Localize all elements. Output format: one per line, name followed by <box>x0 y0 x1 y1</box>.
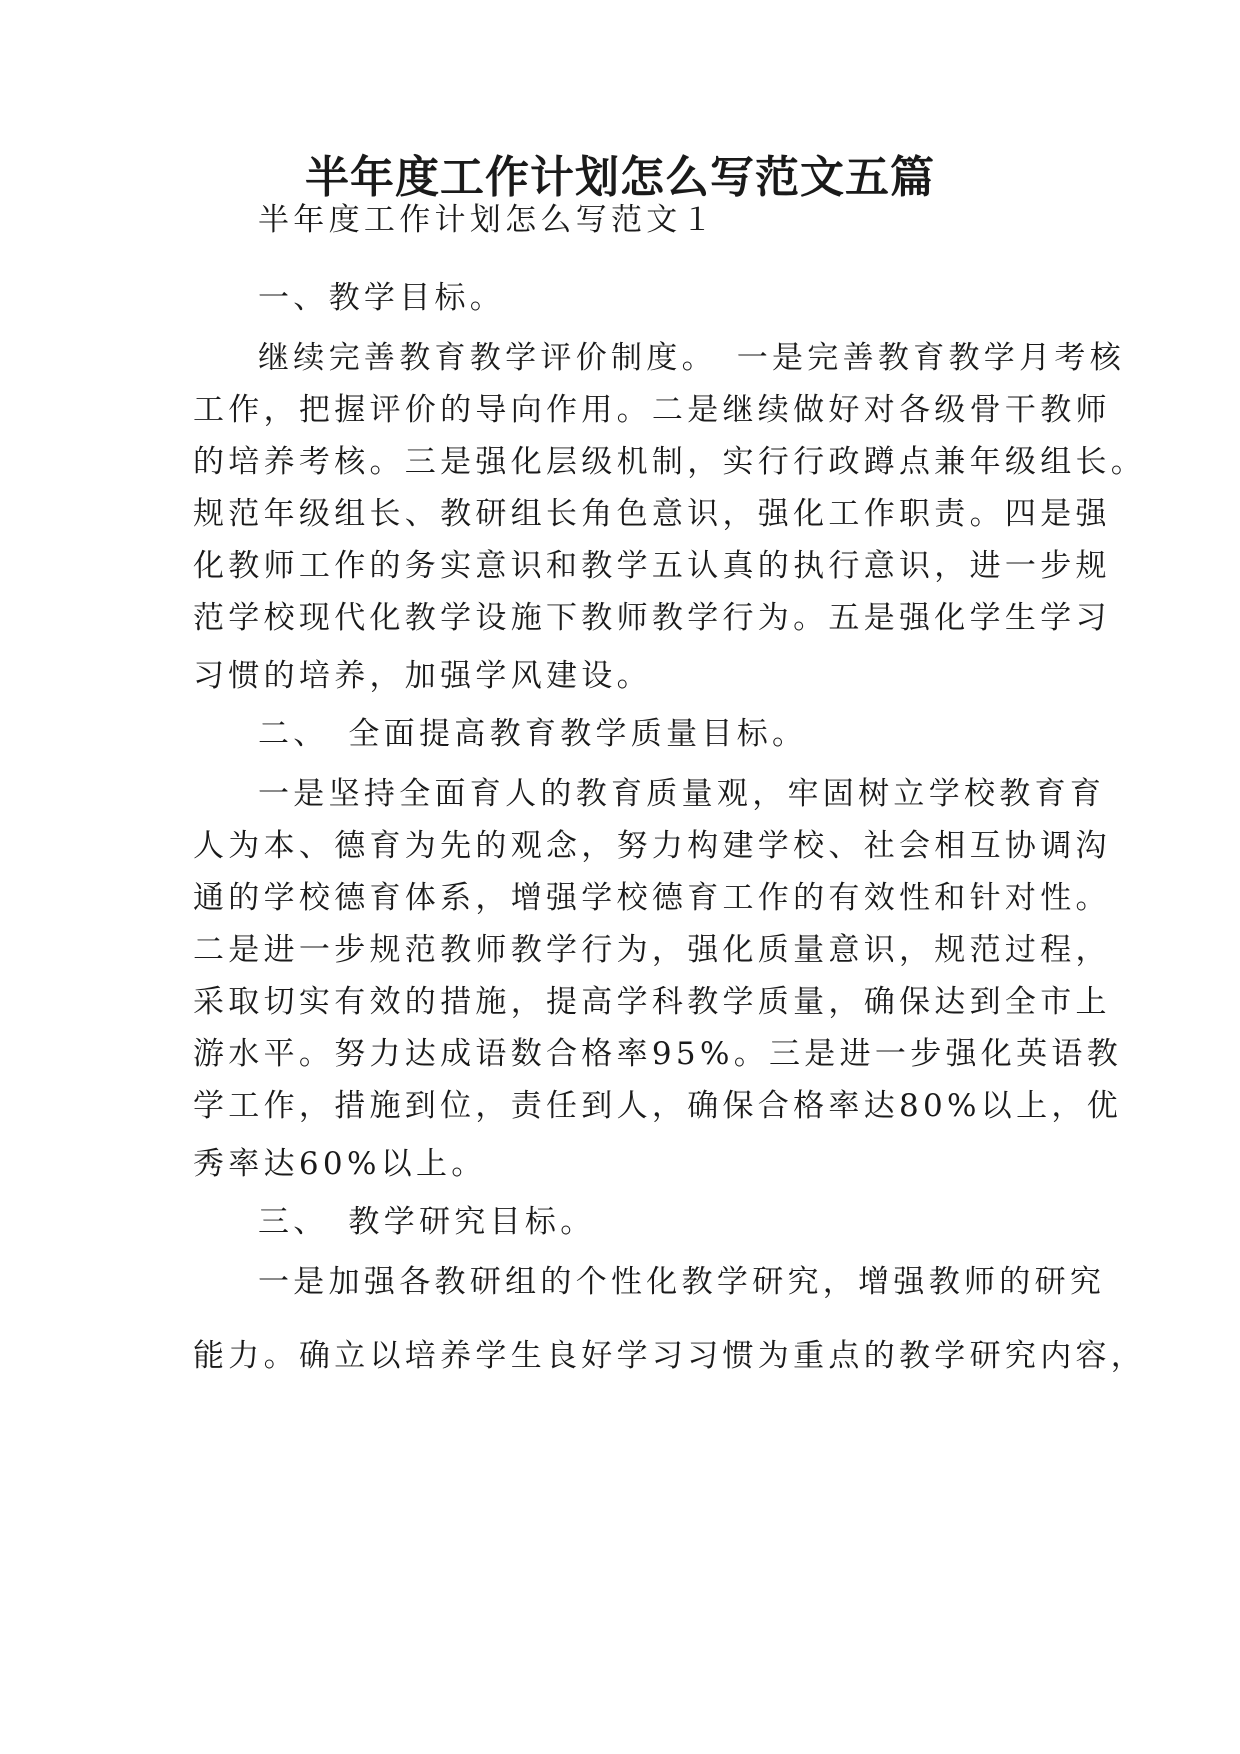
heading-2: 二、 全面提高教育教学质量目标。 <box>258 716 808 752</box>
document-title: 半年度工作计划怎么写范文五篇 <box>305 152 935 203</box>
paragraph-line: 工作，把握评价的导向作用。二是继续做好对各级骨干教师 <box>193 392 1111 428</box>
section-heading: 半年度工作计划怎么写范文１ <box>258 202 717 238</box>
paragraph-line: 采取切实有效的措施，提高学科教学质量，确保达到全市上 <box>193 984 1111 1020</box>
heading-3: 三、 教学研究目标。 <box>258 1204 596 1240</box>
heading-1: 一、教学目标。 <box>258 280 506 316</box>
paragraph-line: 能力。确立以培养学生良好学习习惯为重点的教学研究内容， <box>193 1338 1147 1374</box>
paragraph-line: 游水平。努力达成语数合格率95%。三是进一步强化英语教 <box>193 1036 1122 1072</box>
paragraph-line: 学工作，措施到位，责任到人，确保合格率达80%以上，优 <box>193 1088 1122 1124</box>
paragraph-line: 二是进一步规范教师教学行为，强化质量意识，规范过程， <box>193 932 1111 968</box>
paragraph-line: 规范年级组长、教研组长角色意识，强化工作职责。四是强 <box>193 496 1111 532</box>
paragraph-line: 一是坚持全面育人的教育质量观，牢固树立学校教育育 <box>258 776 1106 812</box>
paragraph-line: 通的学校德育体系，增强学校德育工作的有效性和针对性。 <box>193 880 1111 916</box>
paragraph-line: 化教师工作的务实意识和教学五认真的执行意识，进一步规 <box>193 548 1111 584</box>
paragraph-line: 一是加强各教研组的个性化教学研究，增强教师的研究 <box>258 1264 1106 1300</box>
paragraph-line: 人为本、德育为先的观念，努力构建学校、社会相互协调沟 <box>193 828 1111 864</box>
paragraph-line: 继续完善教育教学评价制度。 一是完善教育教学月考核 <box>258 340 1125 376</box>
paragraph-line: 习惯的培养，加强学风建设。 <box>193 658 652 694</box>
paragraph-line: 秀率达60%以上。 <box>193 1146 487 1182</box>
paragraph-line: 的培养考核。三是强化层级机制，实行行政蹲点兼年级组长。 <box>193 444 1147 480</box>
paragraph-line: 范学校现代化教学设施下教师教学行为。五是强化学生学习 <box>193 600 1111 636</box>
